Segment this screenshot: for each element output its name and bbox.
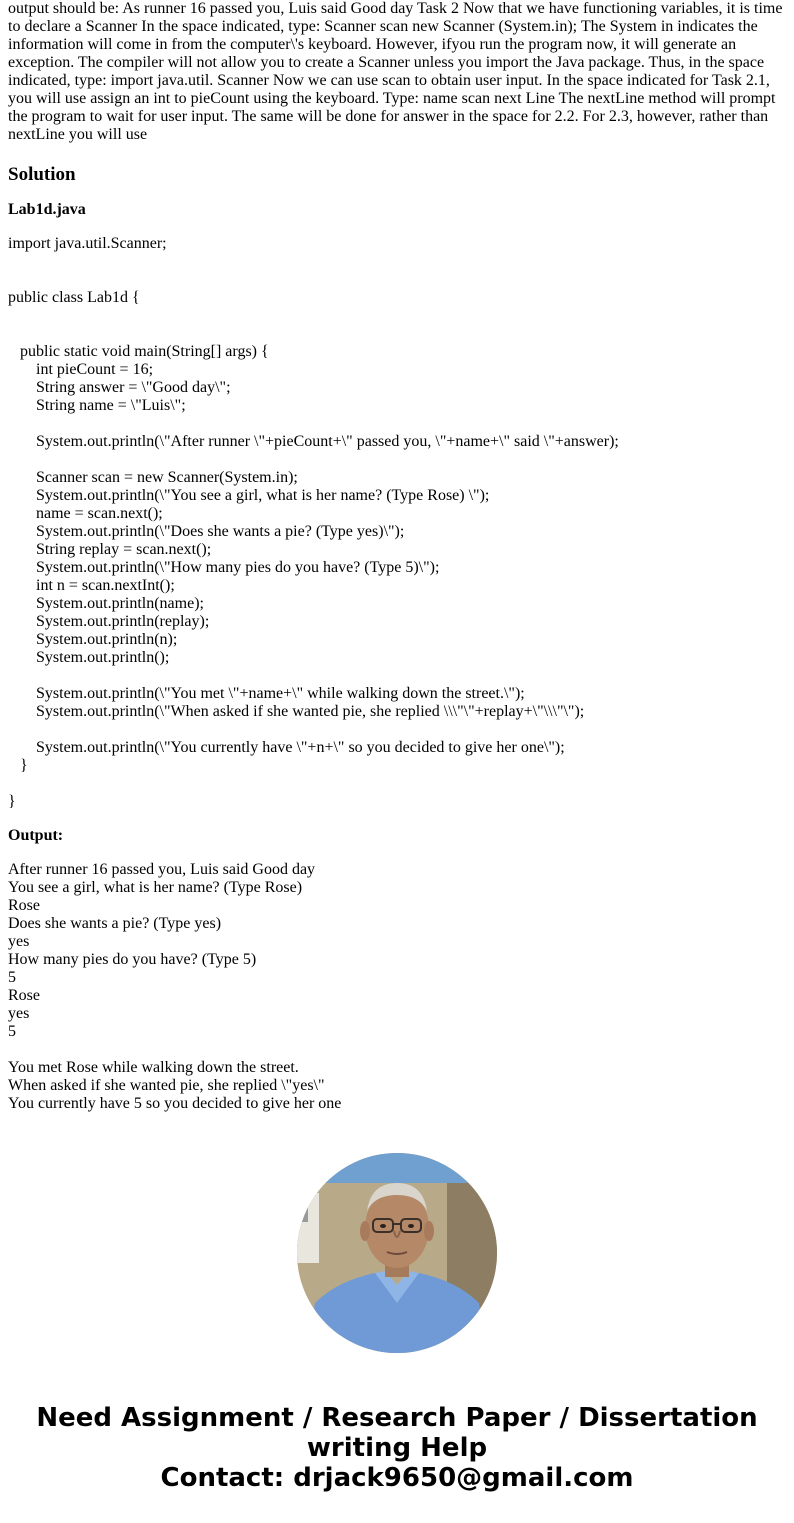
code-line <box>8 253 786 271</box>
code-line: } <box>8 757 28 774</box>
code-line: System.out.println(name); <box>8 595 204 612</box>
code-line: name = scan.next(); <box>8 505 163 522</box>
question-text: output should be: As runner 16 passed you, Luis said Good day Task 2 Now that we have functioning variables, it is time to declare a Scanner In the space indicated, type: Scanner scan new Scanner (System.in); The System in indicates the information will come in from the computer\'s keyboard. However, ifyou run the program now, it will generate an exception. The compiler will not allow you to create a Scanner unless you import the Java package. Thus, in the space indicated, type: import java.util. Scanner Now we can use scan to obtain user input. In the space indicated for Task 2.1, you will use assign an int to pieCount using the keyboard. Type: name scan next Line The nextLine method will prompt the program to wait for user input. The same will be done for answer in the space for 2.2. For 2.3, however, rather than nextLine you will use <box>8 0 783 143</box>
code-line: public class Lab1d { <box>8 289 140 306</box>
author-photo <box>297 1153 497 1353</box>
code-line: System.out.println(); <box>8 649 170 666</box>
ad-contact-line: Contact: drjack9650@gmail.com <box>160 1463 634 1493</box>
code-line <box>8 667 786 685</box>
output-block <box>8 861 786 1113</box>
code-line <box>8 415 786 433</box>
code-line <box>8 775 786 793</box>
output-line: Rose <box>8 987 40 1004</box>
article <box>8 0 786 1113</box>
code-line <box>8 451 786 469</box>
code-line <box>8 325 786 343</box>
output-line: You see a girl, what is her name? (Type Rose) <box>8 879 303 896</box>
code-line: String replay = scan.next(); <box>8 541 212 558</box>
code-line: public static void main(String[] args) { <box>8 343 269 360</box>
code-line: Scanner scan = new Scanner(System.in); <box>8 469 298 486</box>
output-line: 5 <box>8 969 16 986</box>
code-line: System.out.println(replay); <box>8 613 210 630</box>
output-line: How many pies do you have? (Type 5) <box>8 951 257 968</box>
code-line <box>8 271 786 289</box>
code-line: System.out.println(\"You see a girl, what is her name? (Type Rose) \"); <box>8 487 490 504</box>
output-line: Does she wants a pie? (Type yes) <box>8 915 222 932</box>
advertisement-banner <box>0 1403 794 1493</box>
author-avatar <box>297 1153 497 1353</box>
output-line: You currently have 5 so you decided to give her one <box>8 1095 342 1112</box>
output-line: Rose <box>8 897 40 914</box>
code-line: String name = \"Luis\"; <box>8 397 186 414</box>
file-heading: Lab1d.java <box>8 201 86 218</box>
ad-line-1: Need Assignment / Research Paper / Dissertation <box>36 1403 758 1433</box>
output-line: yes <box>8 933 30 950</box>
code-line: import java.util.Scanner; <box>8 235 167 252</box>
code-block <box>8 235 786 811</box>
code-line: System.out.println(\"You met \"+name+\" while walking down the street.\"); <box>8 685 525 702</box>
code-line: } <box>8 793 16 810</box>
output-line <box>8 1041 786 1059</box>
code-line: System.out.println(\"How many pies do you have? (Type 5)\"); <box>8 559 440 576</box>
output-line: After runner 16 passed you, Luis said Good day <box>8 861 316 878</box>
output-line: 5 <box>8 1023 16 1040</box>
code-line: System.out.println(\"When asked if she wanted pie, she replied \\\"\"+replay+\"\\\"\"); <box>8 703 585 720</box>
code-line <box>8 721 786 739</box>
output-heading: Output: <box>8 827 64 844</box>
code-line <box>8 307 786 325</box>
code-line: String answer = \"Good day\"; <box>8 379 231 396</box>
output-line: When asked if she wanted pie, she replied \"yes\" <box>8 1077 325 1094</box>
code-line: System.out.println(n); <box>8 631 178 648</box>
solution-heading: Solution <box>8 164 76 185</box>
output-line: You met Rose while walking down the street. <box>8 1059 299 1076</box>
code-line: System.out.println(\"You currently have \"+n+\" so you decided to give her one\"); <box>8 739 565 756</box>
ad-line-2: writing Help <box>306 1433 488 1463</box>
code-line: int pieCount = 16; <box>8 361 154 378</box>
code-line: int n = scan.nextInt(); <box>8 577 175 594</box>
output-line: yes <box>8 1005 30 1022</box>
code-line: System.out.println(\"Does she wants a pie? (Type yes)\"); <box>8 523 405 540</box>
code-line: System.out.println(\"After runner \"+pieCount+\" passed you, \"+name+\" said \"+answer); <box>8 433 619 450</box>
